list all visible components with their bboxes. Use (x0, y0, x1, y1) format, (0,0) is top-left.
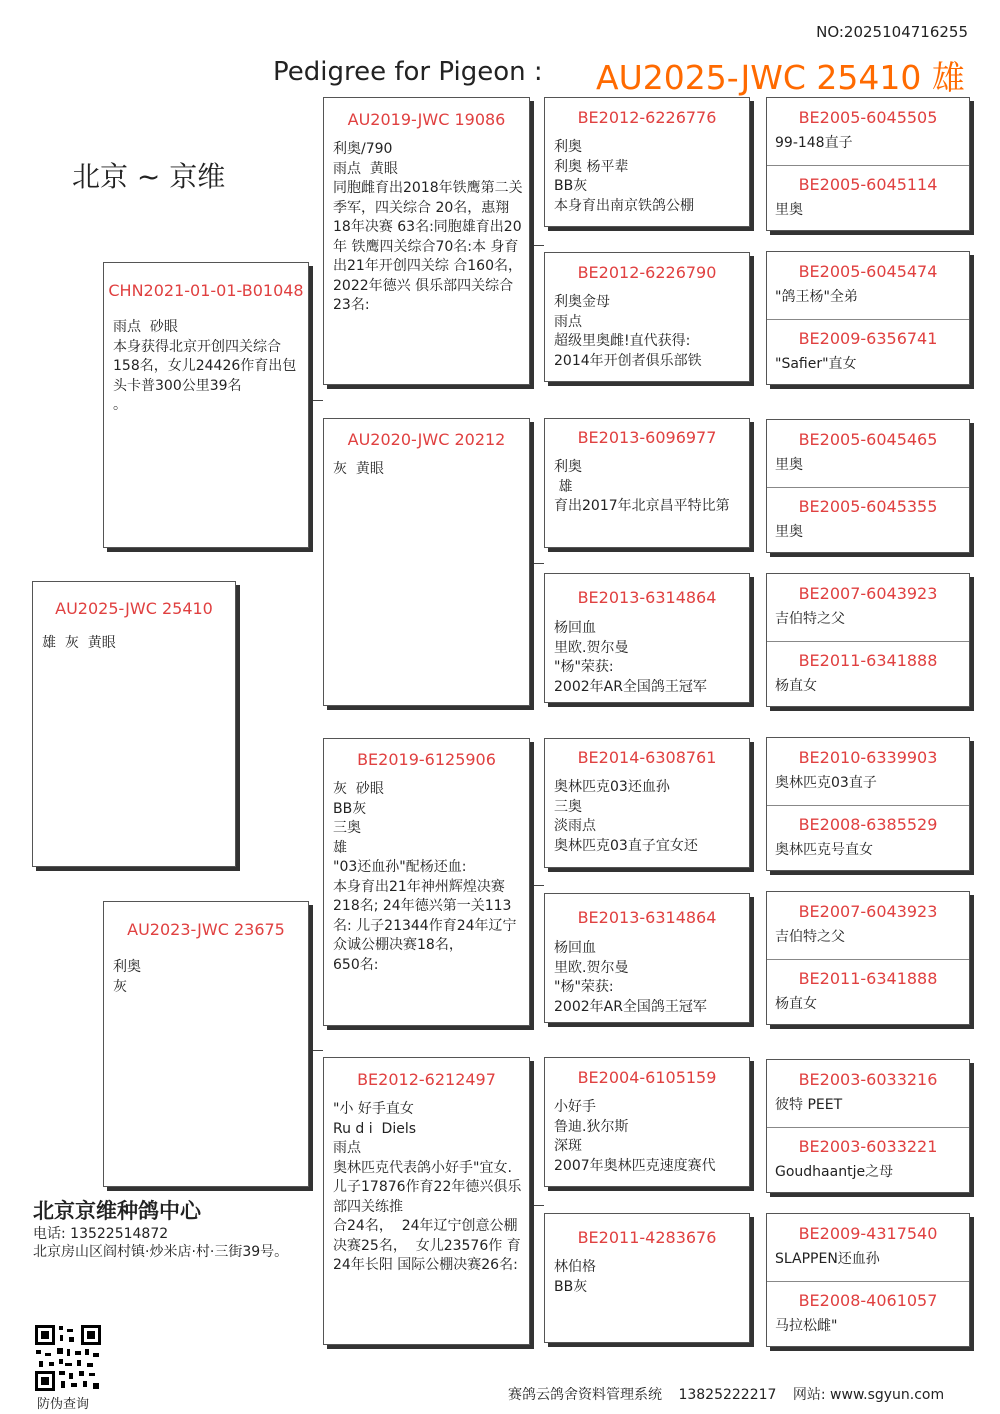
gen4-sire-ring: BE2005-6045465 (798, 430, 938, 449)
gen4-sire-ring: BE2005-6045474 (798, 262, 938, 281)
connector (309, 1050, 323, 1051)
great-grandparent-ring: BE2013-6096977 (577, 428, 717, 447)
great-grandparent-text: 奥林匹克03还血孙 三奥 淡雨点 奥林匹克03直子宜女还 (554, 779, 698, 854)
gen4-dam-ring: BE2011-6341888 (798, 651, 938, 670)
gen4-card (766, 1059, 970, 1193)
sire-ring: CHN2021-01-01-B01048 (108, 281, 304, 300)
breeder-name: 北京京维种鸽中心 (33, 1199, 201, 1223)
gen4-sire-text: 彼特 PEET (775, 1097, 843, 1113)
gen4-dam-ring: BE2005-6045355 (798, 497, 938, 516)
gen4-dam-text: 杨直女 (775, 996, 817, 1012)
great-grandparent-ring: BE2012-6226776 (577, 108, 717, 127)
grandparent-text: 灰 砂眼 BB灰 三奥 雄 "03还血孙"配杨还血: 本身育出21年神州辉煌决赛218名; 24年德兴第一关113名: 儿子21344作育24年辽宁众诚公棚决赛18名， 650名: (333, 781, 517, 973)
gen4-sire-text: 吉伯特之父 (775, 929, 845, 945)
great-grandparent-card (544, 1213, 750, 1343)
gen4-sire-ring: BE2010-6339903 (798, 748, 938, 767)
breeder-phone: 电话: 13522514872 (33, 1226, 169, 1242)
dam-ring: AU2023-JWC 23675 (127, 920, 285, 939)
gen4-dam-text: 杨直女 (775, 678, 817, 694)
gen4-dam-ring: BE2009-6356741 (798, 329, 938, 348)
grandparent-ring: AU2020-JWC 20212 (347, 430, 506, 449)
great-grandparent-ring: BE2014-6308761 (577, 748, 717, 767)
great-grandparent-ring: BE2012-6226790 (577, 263, 717, 282)
title-prefix: Pedigree for Pigeon : (273, 57, 543, 87)
great-grandparent-text: 小好手 鲁迪.狄尔斯 深斑 2007年奥林匹克速度赛代 (554, 1099, 716, 1174)
loft-name: 北京 ~ 京维 (72, 160, 226, 193)
grandparent-text: "小 好手直女 Ru d i Diels 雨点 奥林匹克代表鸽小好手"宜女. 儿子17876作育22年德兴俱乐部四关练推 合24名， 24年辽宁创意公棚决赛25名， 女儿23576作 育24年长阳 国际公棚决赛26名: (333, 1101, 522, 1273)
subject-ring: AU2025-JWC 25410 (55, 599, 213, 618)
sire-card (103, 262, 309, 548)
gen4-sire-text: 吉伯特之父 (775, 611, 845, 627)
connector (530, 245, 544, 246)
gen4-card (766, 573, 970, 707)
gen4-dam-text: 马拉松雌" (775, 1318, 838, 1334)
subject-card (32, 581, 236, 867)
grandparent-text: 利奥/790 雨点 黄眼 同胞雌育出2018年铁鹰第二关季军，四关综合 20名，惠翔18年决赛 63名:同胞雄育出20年 铁鹰四关综合70名:本 身育出21年开创四关综 合160名，2022年德兴 俱乐部四关综合23名: (333, 141, 523, 313)
gen4-sire-ring: BE2007-6043923 (798, 584, 938, 603)
gen4-sire-text: "鸽王杨"全弟 (775, 289, 858, 305)
gen4-dam-ring: BE2005-6045114 (798, 175, 938, 194)
grandparent-ring: AU2019-JWC 19086 (347, 110, 506, 129)
great-grandparent-card (544, 97, 750, 227)
great-grandparent-ring: BE2013-6314864 (577, 588, 717, 607)
subject-text: 雄 灰 黄眼 (42, 635, 116, 651)
gen4-dam-ring: BE2008-4061057 (798, 1291, 938, 1310)
great-grandparent-text: 利奥 利奥 杨平辈 BB灰 本身育出南京铁鸽公棚 (554, 139, 694, 214)
great-grandparent-ring: BE2013-6314864 (577, 908, 717, 927)
great-grandparent-card (544, 418, 750, 548)
gen4-sire-ring: BE2003-6033216 (798, 1070, 938, 1089)
grandparent-card (323, 738, 530, 1026)
grandparent-card (323, 97, 530, 385)
great-grandparent-ring: BE2011-4283676 (577, 1228, 717, 1247)
gen4-dam-text: Goudhaantje之母 (775, 1164, 894, 1180)
gen4-card (766, 419, 970, 553)
sire-text: 雨点 砂眼 本身获得北京开创四关综合158名，女儿24426作育出包头卡普300公里39名 。 (113, 319, 297, 413)
gen4-sire-ring: BE2009-4317540 (798, 1224, 938, 1243)
gen4-sire-text: 99-148直子 (775, 135, 853, 151)
connector (530, 885, 544, 886)
certificate-number: NO:2025104716255 (816, 23, 968, 41)
qr-code-icon[interactable] (33, 1323, 103, 1393)
great-grandparent-card (544, 252, 750, 382)
title-ring: AU2025-JWC 25410 雄 (596, 58, 965, 97)
great-grandparent-text: 林伯格 BB灰 (554, 1259, 596, 1295)
gen4-card (766, 891, 970, 1025)
great-grandparent-card (544, 1057, 750, 1187)
qr-label: 防伪查询 (37, 1397, 90, 1412)
gen4-dam-text: 里奥 (775, 524, 803, 540)
gen4-sire-text: 里奥 (775, 457, 803, 473)
connector (530, 1205, 544, 1206)
gen4-sire-text: 奥林匹克03直子 (775, 775, 877, 791)
footer-system: 赛鸽云鸽舍资料管理系统 (508, 1387, 662, 1403)
great-grandparent-ring: BE2004-6105159 (577, 1068, 717, 1087)
dam-card (103, 901, 309, 1187)
footer-website[interactable]: 网站: www.sgyun.com (792, 1387, 945, 1403)
gen4-sire-ring: BE2007-6043923 (798, 902, 938, 921)
great-grandparent-text: 利奥金母 雨点 超级里奥雌!直代获得: 2014年开创者俱乐部铁 (554, 294, 702, 369)
great-grandparent-card (544, 893, 750, 1023)
footer-phone: 13825222217 (678, 1387, 777, 1403)
gen4-sire-text: SLAPPEN还血孙 (775, 1251, 880, 1267)
dam-text: 利奥 灰 (113, 959, 141, 995)
great-grandparent-text: 杨回血 里欧.贺尔曼 "杨"荣获: 2002年AR全国鸽王冠军 (554, 620, 707, 695)
footer-bar (508, 1384, 944, 1404)
connector (309, 400, 323, 401)
gen4-card (766, 97, 970, 231)
grandparent-card (323, 418, 530, 706)
great-grandparent-text: 利奥 雄 育出2017年北京昌平特比第 (554, 459, 730, 514)
grandparent-text: 灰 黄眼 (333, 461, 384, 477)
gen4-sire-ring: BE2005-6045505 (798, 108, 938, 127)
connector (530, 563, 544, 564)
great-grandparent-card (544, 738, 750, 868)
gen4-card (766, 251, 970, 385)
gen4-dam-text: 奥林匹克号直女 (775, 842, 873, 858)
great-grandparent-card (544, 573, 750, 703)
gen4-card (766, 1213, 970, 1347)
breeder-address: 北京房山区阎村镇·炒米店·村·三街39号。 (33, 1244, 289, 1260)
gen4-dam-ring: BE2003-6033221 (798, 1137, 938, 1156)
great-grandparent-text: 杨回血 里欧.贺尔曼 "杨"荣获: 2002年AR全国鸽王冠军 (554, 940, 707, 1015)
grandparent-ring: BE2012-6212497 (357, 1070, 496, 1089)
grandparent-ring: BE2019-6125906 (357, 750, 496, 769)
gen4-dam-ring: BE2011-6341888 (798, 969, 938, 988)
grandparent-card (323, 1057, 530, 1345)
gen4-dam-text: 里奥 (775, 202, 803, 218)
gen4-dam-text: "Safier"直女 (775, 356, 857, 372)
gen4-card (766, 737, 970, 871)
gen4-dam-ring: BE2008-6385529 (798, 815, 938, 834)
